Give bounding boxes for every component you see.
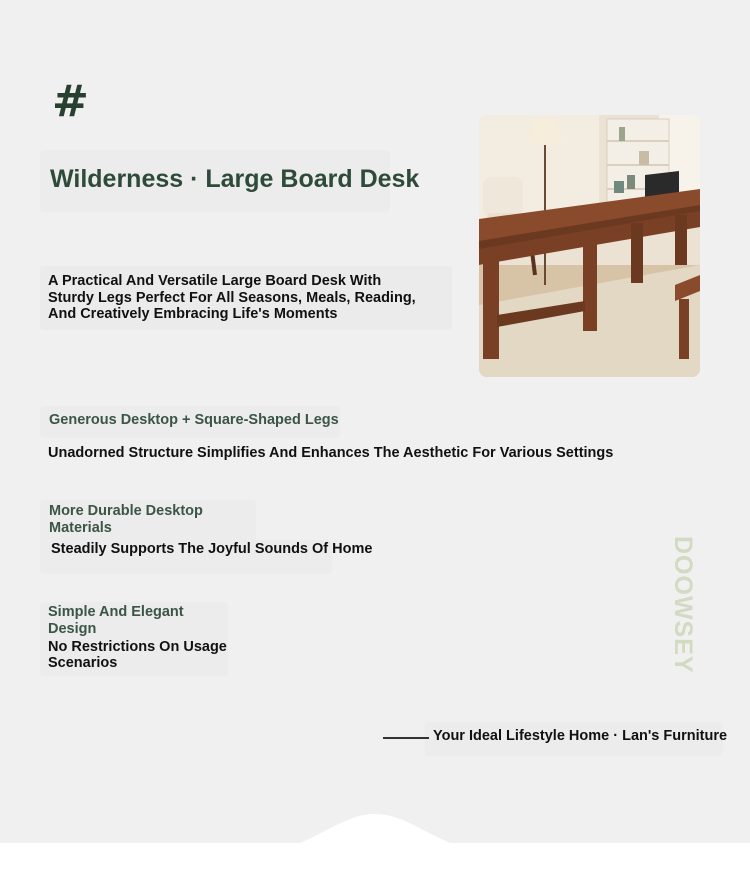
feature-2-body: Steadily Supports The Joyful Sounds Of Home bbox=[51, 541, 373, 557]
footer-divider-line bbox=[383, 737, 429, 739]
page-title: Wilderness · Large Board Desk bbox=[50, 165, 420, 193]
bottom-wave bbox=[0, 800, 750, 873]
desk-illustration bbox=[479, 115, 700, 377]
brand-watermark: DOOWSEY bbox=[669, 536, 697, 674]
product-photo bbox=[479, 115, 700, 377]
hash-symbol: # bbox=[52, 76, 89, 127]
feature-3-body: No Restrictions On Usage Scenarios bbox=[48, 639, 227, 671]
intro-text: A Practical And Versatile Large Board Desk With Sturdy Legs Perfect For All Seasons, Meals, Reading, And Creatively Embracing Life's Moments bbox=[48, 273, 416, 322]
feature-2-heading: More Durable Desktop Materials bbox=[49, 503, 203, 536]
footer-tagline: Your Ideal Lifestyle Home · Lan's Furniture bbox=[433, 728, 728, 744]
feature-1-body: Unadorned Structure Simplifies And Enhances The Aesthetic For Various Settings bbox=[48, 445, 614, 461]
feature-3-heading: Simple And Elegant Design bbox=[48, 604, 184, 637]
feature-1-heading: Generous Desktop + Square-Shaped Legs bbox=[49, 412, 339, 428]
